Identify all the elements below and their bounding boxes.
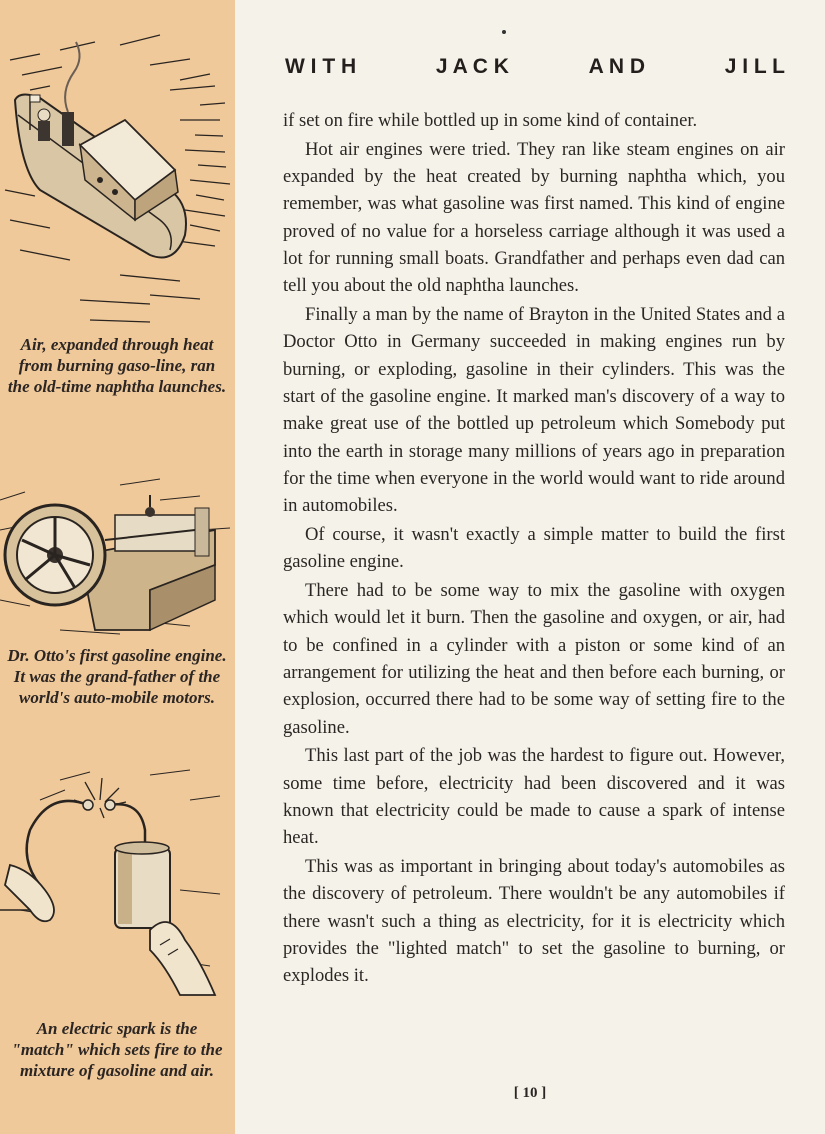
paragraph: There had to be some way to mix the gasoline with oxygen which would let it burn. Then the gasoline and oxygen, or air, had to be confined in a cylinder with a piston or some kind of an arrangement for utilizing the heat and then before each burning, or explosion, occurred there had to be some way of setting fire to the gasoline.: [283, 580, 785, 738]
paragraph: This last part of the job was the hardest to figure out. However, some time before, electricity had been discovered and it was known that electricity could be made to cause a spark of intense heat.: [283, 745, 785, 849]
running-head-word: W I T H: [285, 55, 357, 78]
caption-naphtha-launch: Air, expanded through heat from burning gaso-line, ran the old-time naphtha launches.: [7, 335, 227, 396]
page-number: [ 10 ]: [513, 1085, 547, 1101]
paragraph: Hot air engines were tried. They ran like steam engines on air expanded by the heat created by burning naphtha which, you remember, was what gasoline was first named. This kind of engine proved of no value for a horseless carriage although it was used a lot for running small boats. Grandfather and perhaps even dad can tell you about the old naphtha launches.: [283, 138, 785, 297]
paragraph: This was as important in bringing about today's automobiles as the discovery of petroleum. There wouldn't be any automobiles if there wasn't such a thing as electricity, for it is electricity which provides the "lighted match" to set the gasoline to burning, or explodes it.: [283, 856, 785, 987]
electric-spark-battery-icon: [0, 760, 235, 1000]
paragraph: Finally a man by the name of Brayton in the United States and a Doctor Otto in Germany succeeded in making engines run by burning, or exploding, gasoline in their cylinders. This was the start of the gasoline engine. It marked man's discovery of a way to make great use of the bottled up petroleum which Somebody put into the earth in storage many millions of years ago in preparation for the time when everyone in the world would want to ride around in automobiles.: [283, 304, 785, 517]
caption-electric-spark: An electric spark is the "match" which sets fire to the mixture of gasoline and air.: [11, 1019, 223, 1080]
running-head-word: J A C K: [435, 55, 509, 78]
running-head-word: J I L L: [724, 55, 785, 78]
paragraph: if set on fire while bottled up in some kind of container.: [283, 110, 698, 131]
ornament-dot: [502, 30, 506, 34]
caption-otto-engine: Dr. Otto's first gasoline engine. It was the grand-father of the world's auto-mobile motors.: [7, 646, 227, 707]
running-head-word: A N D: [588, 55, 646, 78]
body-text: [283, 107, 785, 991]
running-head: [285, 55, 785, 79]
naphtha-launch-boat-icon: [0, 20, 235, 325]
paragraph: Of course, it wasn't exactly a simple matter to build the first gasoline engine.: [283, 523, 785, 573]
gasoline-engine-flywheel-icon: [0, 470, 235, 640]
